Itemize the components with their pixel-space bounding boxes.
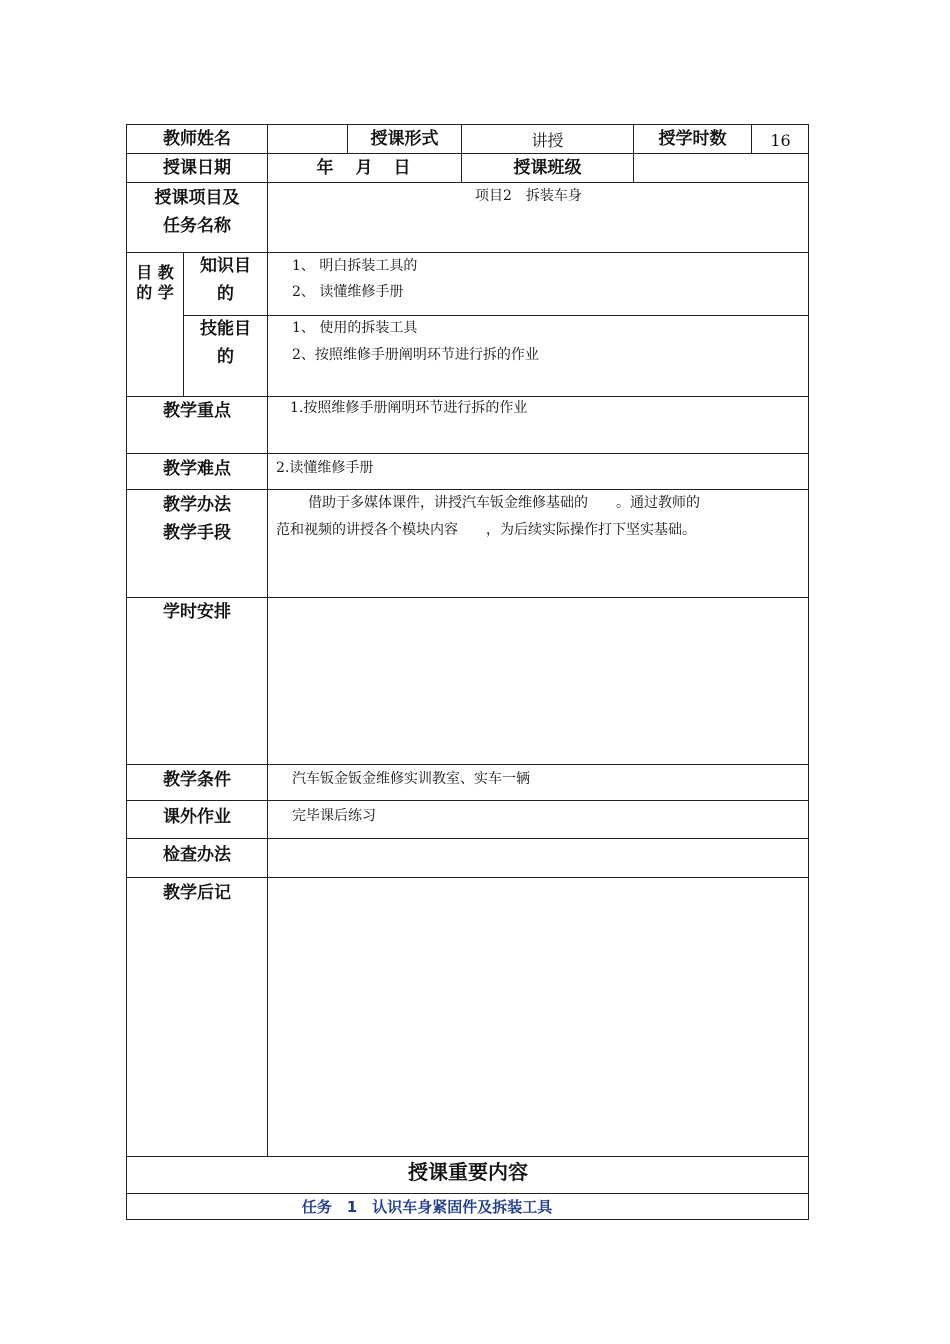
- knowledge-objective-label-line1: 知识目: [200, 256, 251, 276]
- teaching-class-value: [634, 154, 809, 182]
- project-label-line1: 授课项目及: [154, 188, 240, 208]
- col-divider: [267, 124, 268, 1157]
- teaching-hours-label: 授学时数: [658, 129, 727, 149]
- key-point-label: 教学重点: [163, 401, 231, 421]
- row-divider: [126, 800, 809, 801]
- teaching-notes-label: 教学后记: [163, 883, 231, 903]
- skill-objective-item: 2、按照维修手册阐明环节进行拆的作业: [292, 347, 539, 363]
- key-point-value: 1.按照维修手册阐明环节进行拆的作业: [290, 400, 528, 416]
- skill-objective-label-line1: 技能目: [200, 319, 251, 339]
- method-label-line2: 教学手段: [163, 523, 231, 543]
- check-method-label: 检查办法: [163, 845, 231, 865]
- conditions-label: 教学条件: [163, 770, 231, 790]
- knowledge-objective-item: 1、 明白拆装工具的: [292, 258, 418, 274]
- objectives-group-label-b: 的 学: [136, 283, 174, 302]
- teaching-class-label: 授课班级: [513, 158, 582, 178]
- row-divider: [126, 877, 809, 878]
- homework-value: 完毕课后练习: [292, 808, 376, 824]
- teaching-form-value: 讲授: [531, 131, 564, 150]
- date-year-label: 年: [316, 158, 334, 178]
- knowledge-objective-label-line2: 的: [217, 284, 234, 304]
- skill-objective-label-line2: 的: [217, 347, 234, 367]
- date-day-label: 日: [393, 158, 411, 178]
- project-label-line2: 任务名称: [163, 216, 231, 236]
- teaching-date-label: 授课日期: [163, 158, 231, 178]
- difficulty-label: 教学难点: [163, 459, 231, 479]
- teacher-name-value: [268, 125, 347, 153]
- schedule-label: 学时安排: [163, 602, 231, 622]
- teaching-form-label: 授课形式: [370, 129, 439, 149]
- teaching-hours-value: 16: [770, 131, 791, 150]
- objectives-group-label-a: 目 教: [136, 263, 174, 282]
- row-divider: [126, 838, 809, 839]
- method-text-line2: 范和视频的讲授各个模块内容 ，为后续实际操作打下坚实基础。: [276, 522, 696, 538]
- task-title: 任务 1 认识车身紧固件及拆装工具: [301, 1198, 553, 1216]
- teaching-notes-value: [276, 879, 796, 907]
- homework-label: 课外作业: [163, 807, 231, 827]
- teacher-name-label: 教师姓名: [163, 129, 231, 149]
- conditions-value: 汽车钣金钣金维修实训教室、实车一辆: [292, 771, 530, 787]
- important-content-title: 授课重要内容: [408, 1160, 528, 1184]
- method-label-line1: 教学办法: [163, 495, 231, 515]
- date-month-label: 月: [355, 158, 373, 178]
- knowledge-objective-item: 2、 读懂维修手册: [292, 284, 404, 300]
- project-name-value: 项目2 拆装车身: [475, 188, 582, 204]
- method-text-line1: 借助于多媒体课件，讲授汽车钣金维修基础的 。通过教师的: [308, 495, 700, 511]
- schedule-value: [276, 598, 796, 626]
- skill-objective-item: 1、 使用的拆装工具: [292, 320, 418, 336]
- difficulty-value: 2.读懂维修手册: [276, 460, 374, 476]
- check-method-value: [292, 841, 792, 869]
